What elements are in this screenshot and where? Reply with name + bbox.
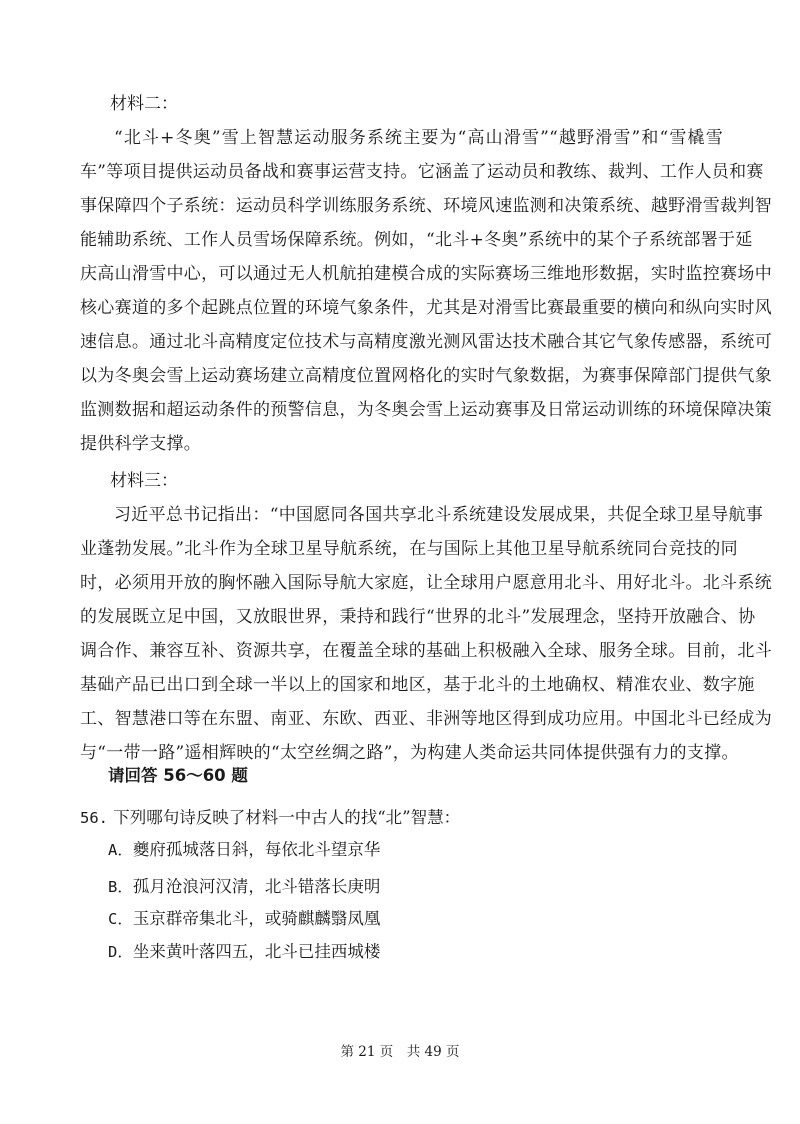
option-a [108,838,380,862]
paragraph-line: 工、智慧港口等在东盟、南亚、东欧、西亚、非洲等地区得到成功应用。中国北斗已经成为 [80,709,772,729]
paragraph-line: 基础产品已出口到全球一半以上的国家和地区，基于北斗的土地确权、精准农业、数字施 [80,675,755,695]
paragraph-line: 提供科学支撑。 [80,434,202,454]
paragraph-line: 速信息。通过北斗高精度定位技术与高精度激光测风雷达技术融合其它气象传感器，系统可 [80,332,772,352]
option-text: 坐来黄叶落四五，北斗已挂西城楼 [132,942,381,961]
paragraph-line: 能辅助系统、工作人员雪场保障系统。例如，“北斗+冬奥”系统中的某个子系统部署于延 [80,230,753,250]
option-label: D． [108,943,133,961]
option-text: 孤月沧浪河汉清，北斗错落长庚明 [132,877,381,896]
option-label: C． [108,910,133,928]
paragraph-line: 习近平总书记指出：“中国愿同各国共享北斗系统建设发展成果，共促全球卫星导航事 [114,505,764,525]
page-number-footer: 第 21 页 共 49 页 [340,1044,460,1060]
paragraph-line: 的发展既立足中国，又放眼世界，秉持和践行“世界的北斗”发展理念，坚持开放融合、协 [80,607,756,627]
option-b [108,875,380,899]
question-number: 56. [80,809,108,827]
paragraph-line: 以为冬奥会雪上运动赛场建立高精度位置网格化的实时气象数据，为赛事保障部门提供气象 [80,366,772,386]
question-text: 下列哪句诗反映了材料一中古人的找“北”智慧： [113,808,461,827]
paragraph-line: 时，必须用开放的胸怀融入国际导航大家庭，让全球用户愿意用北斗、用好北斗。北斗系统 [80,573,772,593]
option-c [108,907,380,931]
option-d [108,940,380,964]
paragraph-line: 调合作、兼容互补、资源共享，在覆盖全球的基础上积极融入全球、服务全球。目前，北斗 [80,641,772,661]
material3-heading: 材料三： [110,471,178,491]
option-label: B． [108,878,133,896]
question-56 [80,806,460,830]
paragraph-line: 事保障四个子系统：运动员科学训练服务系统、环境风速监测和决策系统、越野滑雪裁判智 [80,196,772,216]
option-text: 夔府孤城落日斜，每依北斗望京华 [132,840,381,859]
paragraph-line: 业蓬勃发展。”北斗作为全球卫星导航系统，在与国际上其他卫星导航系统同台竞技的同 [80,539,738,559]
paragraph-line: “北斗+冬奥”雪上智慧运动服务系统主要为“高山滑雪”“越野滑雪”和“雪橇雪 [114,128,723,148]
paragraph-line: 监测数据和超运动条件的预警信息，为冬奥会雪上运动赛事及日常运动训练的环境保障决策 [80,400,772,420]
material2-paragraph [80,121,772,461]
material2-heading: 材料二： [110,94,178,114]
paragraph-line: 车”等项目提供运动员备战和赛事运营支持。它涵盖了运动员和教练、裁判、工作人员和赛 [80,162,764,182]
paragraph-line: 与“一带一路”遥相辉映的“太空丝绸之路”，为构建人类命运共同体提供强有力的支撑。 [80,743,739,763]
option-text: 玉京群帝集北斗，或骑麒麟翳凤凰 [132,909,381,928]
paragraph-line: 核心赛道的多个起跳点位置的环境气象条件，尤其是对滑雪比赛最重要的横向和纵向实时风 [80,298,772,318]
option-label: A． [108,841,133,859]
material3-paragraph [80,498,772,770]
question-instruction: 请回答 56～60 题 [108,766,248,785]
paragraph-line: 庆高山滑雪中心，可以通过无人机航拍建模合成的实际赛场三维地形数据，实时监控赛场中 [80,264,772,284]
